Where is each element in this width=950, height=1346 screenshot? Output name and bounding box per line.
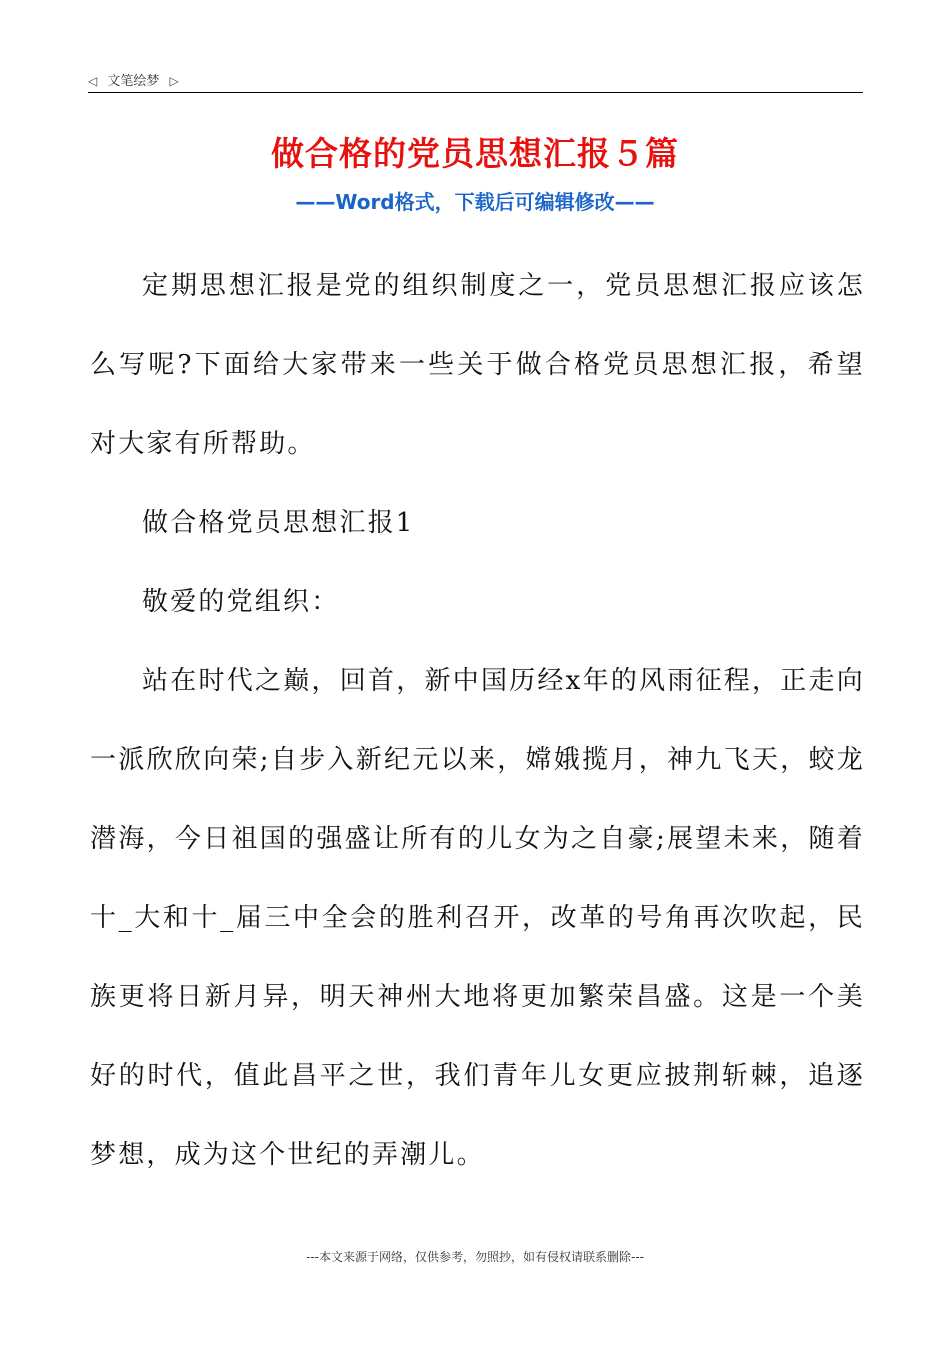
- footer-disclaimer: ---本文来源于网络，仅供参考，勿照抄，如有侵权请联系删除---: [306, 1250, 644, 1264]
- document-title: 做合格的党员思想汇报５篇: [271, 134, 679, 173]
- intro-paragraph: 定期思想汇报是党的组织制度之一，党员思想汇报应该怎么写呢?下面给大家带来一些关于做合格党员思想汇报，希望对大家有所帮助。: [90, 271, 865, 459]
- document-subtitle: ——Word格式，下载后可编辑修改——: [295, 190, 655, 214]
- page-header: [88, 70, 863, 93]
- left-triangle-icon: ◁: [88, 74, 98, 88]
- section-heading: 做合格党员思想汇报1: [142, 508, 415, 538]
- body-paragraph: 站在时代之巅，回首，新中国历经x年的风雨征程，正走向一派欣欣向荣;自步入新纪元以来，嫦娥揽月，神九飞天，蛟龙潜海，今日祖国的强盛让所有的儿女为之自豪;展望未来，随着十_大和十_届三中全会的胜利召开，改革的号角再次吹起，民族更将日新月异，明天神州大地将更加繁荣昌盛。这是一个美好的时代，值此昌平之世，我们青年儿女更应披荆斩棘，追逐梦想，成为这个世纪的弄潮儿。: [90, 666, 865, 1170]
- document-body: [90, 247, 865, 1195]
- right-triangle-icon: ▷: [169, 74, 179, 88]
- header-brand: 文笔绘梦: [107, 74, 160, 89]
- salutation: 敬爱的党组织：: [142, 587, 340, 617]
